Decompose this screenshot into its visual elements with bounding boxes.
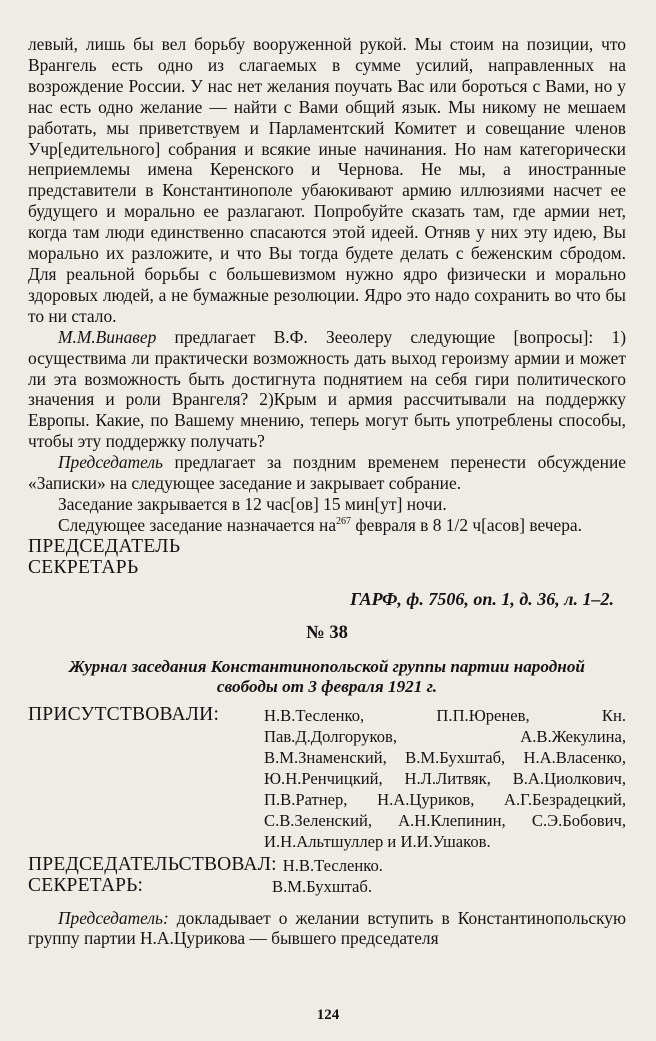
present-label: ПРИСУТСТВОВАЛИ: bbox=[28, 703, 220, 725]
paragraph-text: Следующее заседание назначается на bbox=[58, 514, 337, 535]
paragraph-text: предлагает В.Ф. Зееолеру следующие [вопросы]: 1) осуществима ли практически возможность дать выход героизму армии и может ли эта возможность быть достигнута поднятием на себя гири политического значения и роли Врангеля? 2)Крым и армия рассчитывали на поддержку Европы. Какие, по Вашему мнению, теперь могут быть употреблены способы, чтобы эту поддержку получать? bbox=[28, 326, 626, 452]
page-number: 124 bbox=[316, 1007, 340, 1023]
document-number: № 38 bbox=[306, 622, 348, 643]
presided-name: Н.В.Тесленко. bbox=[282, 855, 383, 875]
secretary-label: СЕКРЕТАРЬ: bbox=[28, 874, 144, 896]
document-page bbox=[28, 34, 626, 949]
archive-source: ГАРФ, ф. 7506, оп. 1, д. 36, л. 1–2. bbox=[350, 588, 614, 609]
present-names: Н.В.Тесленко, П.П.Юренев, Кн. Пав.Д.Долгоруков, А.В.Жекулина, В.М.Знаменский, В.М.Бухштаб, Н.А.Власенко, Ю.Н.Ренчицкий, Н.Л.Литвяк, В.А.Циолкович, П.В.Ратнер, Н.А.Цуриков, А.Г.Безрадецкий, С.В.Зеленский, А.Н.Клепинин, С.Э.Бобович, И.Н.Альтшуллер и И.И.Ушаков. bbox=[264, 705, 626, 851]
paragraph-text: февраля в 8 1/2 ч[асов] вечера. bbox=[351, 514, 582, 535]
paragraph-vinaver-questions bbox=[28, 327, 626, 452]
speaker-name: Председатель: bbox=[58, 907, 169, 928]
secretary-name: В.М.Бухштаб. bbox=[272, 876, 373, 896]
paragraph-chair-proposal bbox=[28, 452, 626, 494]
attendance-secretary bbox=[28, 876, 626, 897]
attendance-present bbox=[28, 705, 626, 852]
signature-secretary: СЕКРЕТАРЬ bbox=[28, 556, 139, 578]
paragraph-text: предлагает за поздним временем перенести обсуждение «Записки» на следующее заседание и закрывает собрание. bbox=[28, 452, 626, 494]
speaker-name: Председатель bbox=[58, 452, 163, 473]
paragraph-chair-report bbox=[28, 908, 626, 950]
paragraph-vrangel: левый, лишь бы вел борьбу вооруженной рукой. Мы стоим на позиции, что Врангель есть одно из слагаемых в сумме усилий, направленных на возрождение России. У нас нет желания поучать Вас или бороться с Вами, но у нас есть одно желание — найти с Вами общий язык. Мы никому не мешаем работать, мы приветствуем и Парламентский Комитет и совещание членов Учр[едительного] собрания и всякие иные начинания. Но нам категорически неприемлемы имена Керенского и Чернова. Не мы, а иностранные представители в Константинополе убаюкивают армию иллюзиями насчет ее будущего и морально ее разлагают. Попробуйте сказать там, где армии нет, когда там люди единственно спасаются этой идеей. Отняв у них эту идею, Вы морально их разложите, и что Вы тогда будете делать с беженским сбродом. Для реальной борьбы с большевизмом нужно ядро физически и морально здоровых людей, а не бумажные резолюции. Ядро это надо сохранить во что бы то ни стало. bbox=[28, 34, 626, 326]
paragraph-next-meeting bbox=[28, 515, 626, 536]
speaker-name: М.М.Винавер bbox=[58, 326, 157, 347]
footnote-marker: 267 bbox=[336, 516, 352, 528]
paragraph-text: докладывает о желании вступить в Константинопольскую группу партии Н.А.Цурикова — бывшего председателя bbox=[28, 907, 626, 949]
presided-label: ПРЕДСЕДАТЕЛЬСТВОВАЛ: bbox=[28, 853, 277, 875]
signature-chair: ПРЕДСЕДАТЕЛЬ bbox=[28, 535, 181, 557]
attendance-presided bbox=[28, 855, 626, 876]
paragraph-meeting-closed: Заседание закрывается в 12 час[ов] 15 мин[ут] ночи. bbox=[58, 493, 447, 514]
document-title: Журнал заседания Константинопольской группы партии народной свободы от 3 февраля 1921 г. bbox=[69, 656, 585, 696]
